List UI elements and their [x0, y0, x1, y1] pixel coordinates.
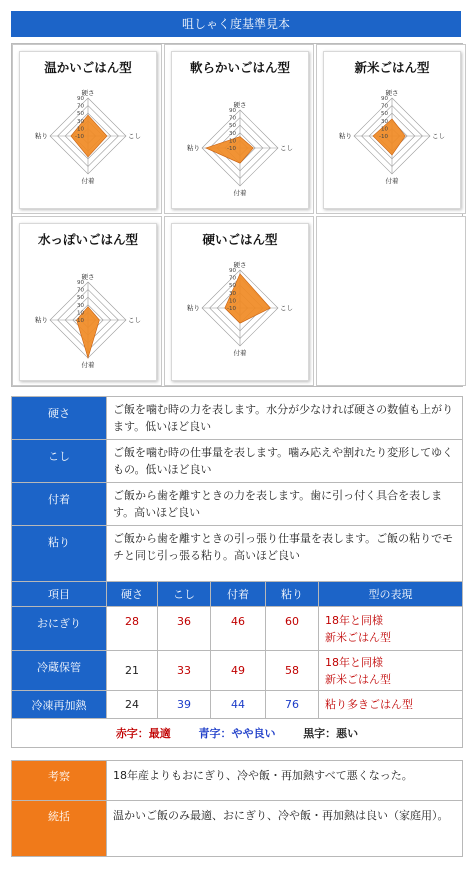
results-row-reheated	[12, 691, 463, 719]
chart-title: 新米ごはん型	[354, 60, 430, 75]
legend-row	[12, 719, 463, 748]
radar-tick-label: 90	[77, 280, 84, 286]
radar-tick-label: 70	[229, 275, 236, 282]
chart-cell-soft	[164, 44, 314, 214]
results-row-refrigerated	[12, 651, 463, 691]
row-label: 冷凍再加熱	[12, 691, 107, 719]
cell-stickiness: 58	[266, 651, 319, 691]
chart-watery	[19, 223, 157, 381]
radar-axis-label: こし	[280, 144, 293, 152]
radar-axis-label: 付着	[81, 177, 95, 185]
radar-tick-label: 30	[229, 290, 236, 297]
cell-stickiness: 60	[266, 607, 319, 651]
radar-tick-label: -10	[227, 146, 236, 152]
chart-title: 水っぽいごはん型	[38, 232, 139, 247]
radar-axis-label: 粘り	[35, 132, 48, 140]
cell-adhesion: 49	[211, 651, 266, 691]
radar-axis-label: 付着	[81, 361, 95, 369]
radar-axis-label: こし	[280, 304, 293, 312]
legend-red: 赤字：最適	[115, 727, 171, 740]
row-label: おにぎり	[12, 607, 107, 651]
expression-line: 新米ごはん型	[325, 630, 391, 644]
radar-axis-label: 粘り	[187, 304, 200, 312]
radar-axis-label: こし	[128, 316, 141, 324]
note-label: 考察	[12, 761, 107, 801]
radar-tick-label: 10	[229, 138, 236, 145]
definition-label: こし	[12, 440, 107, 483]
radar-tick-label: 50	[229, 123, 236, 130]
note-text: 温かいご飯のみ最適、おにぎり、冷や飯・再加熱は良い（家庭用）。	[107, 801, 463, 857]
chart-hard	[171, 223, 309, 381]
expression-line: 18年と同様	[325, 655, 383, 669]
cell-hardness: 24	[107, 691, 158, 719]
definition-text: ご飯を噛む時の力を表します。水分が少なければ硬さの数値も上がります。低いほど良い	[107, 397, 463, 440]
radar-axis-label: 付着	[385, 177, 399, 185]
radar-axis-label: 硬さ	[81, 273, 95, 281]
color-legend	[12, 719, 463, 748]
radar-axis-label: 硬さ	[81, 89, 95, 97]
definition-label: 硬さ	[12, 397, 107, 440]
results-header-row	[12, 582, 463, 607]
radar-tick-label: -10	[227, 306, 236, 312]
cell-expression	[319, 651, 463, 691]
column-header-item: 項目	[12, 582, 107, 607]
radar-axis-label: 粘り	[35, 316, 48, 324]
definitions-table	[11, 396, 463, 582]
radar-chart-warm	[20, 52, 156, 208]
cell-hardness: 28	[107, 607, 158, 651]
cell-hardness: 21	[107, 651, 158, 691]
radar-axis-label: 付着	[233, 189, 247, 197]
cell-adhesion: 44	[211, 691, 266, 719]
definition-label: 付着	[12, 483, 107, 526]
legend-blue: 青字：やや良い	[198, 727, 276, 740]
page-title: 咀しゃく度基準見本	[181, 17, 290, 31]
radar-tick-label: 30	[77, 302, 84, 309]
results-table	[11, 581, 463, 748]
radar-tick-label: 90	[229, 268, 236, 274]
chart-cell-empty	[316, 216, 466, 386]
expression-line: 新米ごはん型	[325, 672, 391, 686]
column-header-hardness: 硬さ	[107, 582, 158, 607]
chart-newrice	[323, 51, 461, 209]
radar-tick-label: 10	[77, 126, 84, 133]
radar-axis-label: 粘り	[339, 132, 352, 140]
chart-cell-watery	[12, 216, 162, 386]
radar-axis-label: 付着	[233, 349, 247, 357]
definition-text: ご飯から歯を離すときの力を表します。歯に引っ付く具合を表します。高いほど良い	[107, 483, 463, 526]
column-header-expression: 型の表現	[319, 582, 463, 607]
radar-tick-label: 50	[77, 111, 84, 118]
cell-stickiness: 76	[266, 691, 319, 719]
radar-tick-label: 50	[229, 283, 236, 290]
radar-tick-label: 50	[77, 295, 84, 302]
chart-soft	[171, 51, 309, 209]
radar-tick-label: -10	[75, 134, 84, 140]
cell-expression	[319, 607, 463, 651]
column-header-koshi: こし	[158, 582, 211, 607]
definition-text: ご飯から歯を離すときの引っ張り仕事量を表します。ご飯の粘りでモチと同じ引っ張る粘り。高いほど良い	[107, 526, 463, 582]
page-header	[11, 11, 461, 37]
radar-axis-label: こし	[128, 132, 141, 140]
cell-adhesion: 46	[211, 607, 266, 651]
note-label: 統括	[12, 801, 107, 857]
radar-chart-newrice	[324, 52, 460, 208]
radar-tick-label: 90	[381, 96, 388, 102]
results-row-onigiri	[12, 607, 463, 651]
radar-tick-label: 70	[77, 287, 84, 294]
radar-tick-label: -10	[75, 318, 84, 324]
radar-tick-label: 10	[229, 298, 236, 305]
legend-black: 黒字：悪い	[303, 727, 359, 740]
radar-tick-label: 90	[229, 108, 236, 114]
chart-warm	[19, 51, 157, 209]
radar-axis-label: 硬さ	[233, 261, 247, 269]
radar-tick-label: 70	[229, 115, 236, 122]
radar-chart-hard	[172, 224, 308, 380]
radar-tick-label: -10	[379, 134, 388, 140]
chart-grid	[11, 43, 463, 387]
radar-axis-label: 硬さ	[233, 101, 247, 109]
chart-cell-newrice	[316, 44, 466, 214]
definition-row	[12, 397, 463, 440]
radar-axis-label: 硬さ	[385, 89, 399, 97]
radar-axis-label: 粘り	[187, 144, 200, 152]
expression-line: 18年と同様	[325, 613, 383, 627]
radar-chart-watery	[20, 224, 156, 380]
note-row	[12, 761, 463, 801]
radar-tick-label: 30	[381, 118, 388, 125]
chart-title: 軟らかいごはん型	[190, 60, 291, 75]
radar-tick-label: 70	[381, 103, 388, 110]
note-row	[12, 801, 463, 857]
note-text: 18年産よりもおにぎり、冷や飯・再加熱すべて悪くなった。	[107, 761, 463, 801]
column-header-stickiness: 粘り	[266, 582, 319, 607]
column-header-adhesion: 付着	[211, 582, 266, 607]
chart-cell-warm	[12, 44, 162, 214]
definition-label: 粘り	[12, 526, 107, 582]
cell-koshi: 39	[158, 691, 211, 719]
radar-tick-label: 10	[381, 126, 388, 133]
radar-series-area	[373, 119, 405, 155]
chart-title: 温かいごはん型	[44, 60, 132, 75]
radar-tick-label: 30	[77, 118, 84, 125]
radar-chart-soft	[172, 52, 308, 208]
cell-koshi: 33	[158, 651, 211, 691]
definition-row	[12, 526, 463, 582]
radar-tick-label: 30	[229, 130, 236, 137]
radar-axis-label: こし	[432, 132, 445, 140]
radar-tick-label: 90	[77, 96, 84, 102]
radar-tick-label: 70	[77, 103, 84, 110]
cell-expression: 粘り多きごはん型	[319, 691, 463, 719]
chart-title: 硬いごはん型	[202, 232, 278, 247]
definition-row	[12, 483, 463, 526]
cell-koshi: 36	[158, 607, 211, 651]
radar-tick-label: 50	[381, 111, 388, 118]
row-label: 冷蔵保管	[12, 651, 107, 691]
notes-table	[11, 760, 463, 857]
definition-row	[12, 440, 463, 483]
definition-text: ご飯を噛む時の仕事量を表します。噛み応えや割れたり変形してゆくもの。低いほど良い	[107, 440, 463, 483]
chart-cell-hard	[164, 216, 314, 386]
radar-tick-label: 10	[77, 310, 84, 317]
